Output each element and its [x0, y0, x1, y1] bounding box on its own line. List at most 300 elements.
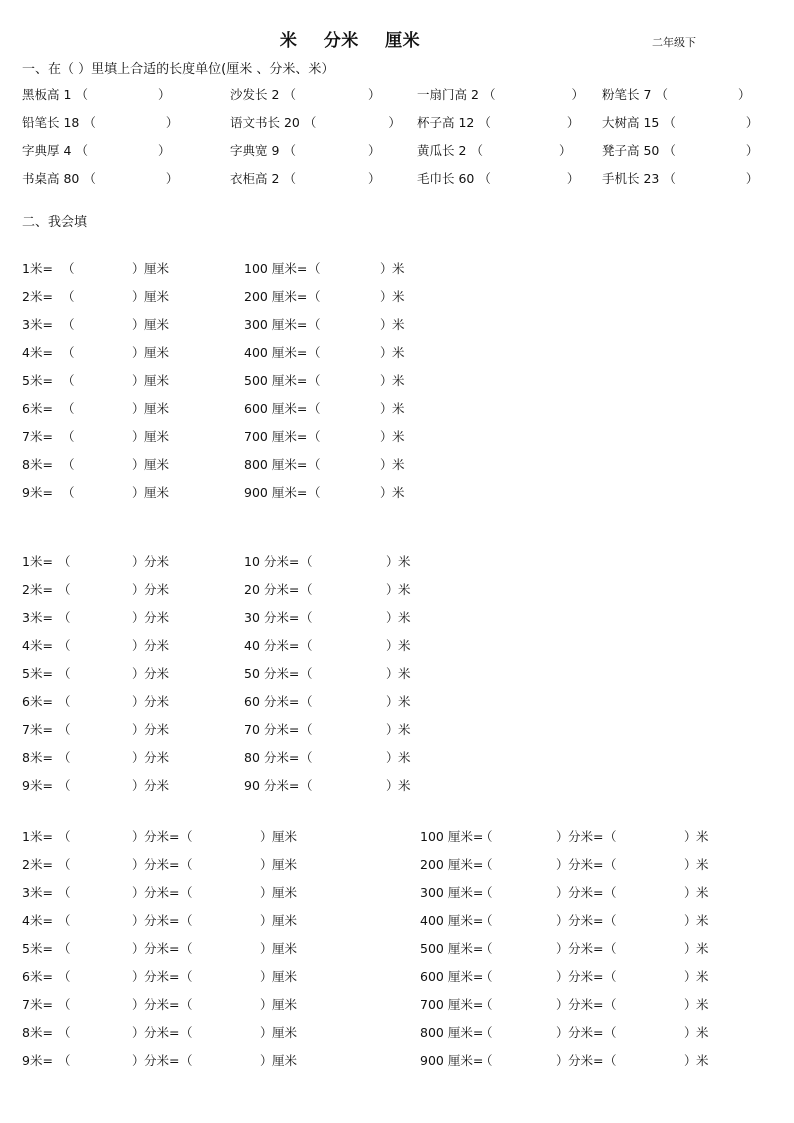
answer-blank-open[interactable]: （	[480, 997, 493, 1012]
answer-blank-open[interactable]: （	[58, 638, 71, 653]
left-prefix: 1米=	[22, 261, 53, 276]
answer-blank-close: ）	[132, 554, 145, 569]
left-prefix: 8米=	[22, 750, 53, 765]
left-unit: 厘米	[272, 1025, 298, 1040]
answer-blank-open[interactable]: （	[58, 885, 71, 900]
right-unit: 米	[398, 694, 411, 709]
left-unit: 厘米	[144, 289, 170, 304]
right-unit: 米	[696, 885, 709, 900]
answer-blank-open[interactable]: （	[300, 694, 313, 709]
right-prefix: 400 厘米=	[420, 913, 484, 928]
answer-blank-close: ）	[556, 913, 569, 928]
answer-blank-close: ）	[380, 485, 393, 500]
answer-blank-open[interactable]: （	[480, 969, 493, 984]
right-mid: 分米=	[568, 885, 604, 900]
answer-blank-close: ）	[132, 610, 145, 625]
right-unit: 米	[392, 317, 405, 332]
answer-blank-close: ）	[737, 87, 751, 102]
answer-blank-open[interactable]: （	[180, 941, 193, 956]
answer-blank-open[interactable]: （	[604, 1053, 617, 1068]
right-prefix: 50 分米=	[244, 666, 300, 681]
answer-blank-close: ）	[260, 1053, 273, 1068]
answer-blank-open[interactable]: （	[300, 750, 313, 765]
answer-blank-open[interactable]: （	[58, 997, 71, 1012]
answer-blank-close: ）	[260, 857, 273, 872]
answer-blank-open[interactable]: （	[308, 457, 321, 472]
answer-blank-open[interactable]: （	[180, 829, 193, 844]
question-text: 毛巾长 60	[417, 171, 475, 186]
left-prefix: 8米=	[22, 1025, 53, 1040]
answer-blank-open[interactable]: （	[62, 373, 75, 388]
left-prefix: 3米=	[22, 885, 53, 900]
answer-blank-close: ）	[684, 997, 697, 1012]
answer-blank-open[interactable]: （	[604, 857, 617, 872]
answer-blank-close: ）	[132, 885, 145, 900]
answer-blank-close: ）	[386, 722, 399, 737]
answer-blank-open[interactable]: （	[308, 261, 321, 276]
answer-blank-open[interactable]: （	[58, 941, 71, 956]
answer-blank-open[interactable]: （	[604, 913, 617, 928]
answer-blank-open[interactable]: （	[604, 941, 617, 956]
left-unit: 厘米	[144, 373, 170, 388]
answer-blank-close: ）	[132, 722, 145, 737]
question-text: 大树高 15	[602, 115, 660, 130]
left-unit: 厘米	[144, 401, 170, 416]
right-mid: 分米=	[568, 941, 604, 956]
answer-blank-open[interactable]: （	[663, 115, 676, 130]
left-unit: 厘米	[144, 261, 170, 276]
answer-blank-close: ）	[132, 289, 145, 304]
answer-blank-open[interactable]: （	[58, 857, 71, 872]
answer-blank-close: ）	[380, 401, 393, 416]
answer-blank-close: ）	[556, 1025, 569, 1040]
answer-blank-open[interactable]: （	[62, 261, 75, 276]
answer-blank-close: ）	[386, 610, 399, 625]
answer-blank-open[interactable]: （	[180, 913, 193, 928]
answer-blank-open[interactable]: （	[283, 171, 296, 186]
right-prefix: 700 厘米=	[244, 429, 308, 444]
answer-blank-open[interactable]: （	[58, 969, 71, 984]
right-unit: 米	[696, 969, 709, 984]
unit-question	[602, 85, 750, 103]
left-prefix: 7米=	[22, 429, 53, 444]
right-unit: 米	[696, 997, 709, 1012]
right-unit: 米	[392, 401, 405, 416]
answer-blank-open[interactable]: （	[58, 829, 71, 844]
right-prefix: 700 厘米=	[420, 997, 484, 1012]
left-unit: 厘米	[272, 997, 298, 1012]
answer-blank-close: ）	[132, 345, 145, 360]
left-mid: 分米=	[144, 857, 180, 872]
unit-question	[22, 169, 178, 187]
answer-blank-open[interactable]: （	[283, 87, 296, 102]
left-unit: 分米	[144, 694, 170, 709]
right-unit: 米	[398, 778, 411, 793]
answer-blank-open[interactable]: （	[180, 1053, 193, 1068]
answer-blank-close: ）	[260, 885, 273, 900]
answer-blank-open[interactable]: （	[180, 969, 193, 984]
right-unit: 米	[398, 638, 411, 653]
question-text: 手机长 23	[602, 171, 660, 186]
left-mid: 分米=	[144, 941, 180, 956]
question-text: 语文书长 20	[230, 115, 300, 130]
answer-blank-close: ）	[132, 373, 145, 388]
left-mid: 分米=	[144, 913, 180, 928]
answer-blank-open[interactable]: （	[58, 750, 71, 765]
question-text: 沙发长 2	[230, 87, 280, 102]
left-prefix: 2米=	[22, 582, 53, 597]
answer-blank-open[interactable]: （	[58, 778, 71, 793]
answer-blank-open[interactable]: （	[58, 666, 71, 681]
left-prefix: 4米=	[22, 638, 53, 653]
answer-blank-close: ）	[132, 457, 145, 472]
answer-blank-open[interactable]: （	[300, 722, 313, 737]
question-text: 一扇门高 2	[417, 87, 479, 102]
right-unit: 米	[392, 261, 405, 276]
answer-blank-open[interactable]: （	[62, 317, 75, 332]
answer-blank-open[interactable]: （	[308, 429, 321, 444]
answer-blank-open[interactable]: （	[58, 913, 71, 928]
answer-blank-open[interactable]: （	[180, 1025, 193, 1040]
answer-blank-open[interactable]: （	[480, 857, 493, 872]
right-prefix: 200 厘米=	[420, 857, 484, 872]
answer-blank-open[interactable]: （	[83, 171, 96, 186]
right-prefix: 600 厘米=	[244, 401, 308, 416]
right-prefix: 500 厘米=	[244, 373, 308, 388]
left-prefix: 5米=	[22, 373, 53, 388]
answer-blank-close: ）	[380, 457, 393, 472]
answer-blank-close: ）	[132, 429, 145, 444]
right-unit: 米	[398, 582, 411, 597]
answer-blank-close: ）	[566, 171, 580, 186]
answer-blank-open[interactable]: （	[75, 87, 88, 102]
right-unit: 米	[398, 554, 411, 569]
answer-blank-open[interactable]: （	[478, 115, 491, 130]
answer-blank-open[interactable]: （	[62, 345, 75, 360]
part2-heading: 二、我会填	[22, 215, 88, 230]
answer-blank-open[interactable]: （	[180, 885, 193, 900]
left-prefix: 5米=	[22, 941, 53, 956]
right-prefix: 40 分米=	[244, 638, 300, 653]
answer-blank-close: ）	[132, 750, 145, 765]
left-unit: 厘米	[272, 913, 298, 928]
answer-blank-open[interactable]: （	[300, 666, 313, 681]
left-mid: 分米=	[144, 829, 180, 844]
right-unit: 米	[696, 913, 709, 928]
right-prefix: 80 分米=	[244, 750, 300, 765]
answer-blank-close: ）	[745, 171, 759, 186]
answer-blank-close: ）	[380, 261, 393, 276]
right-unit: 米	[398, 610, 411, 625]
left-prefix: 3米=	[22, 610, 53, 625]
answer-blank-close: ）	[571, 87, 584, 102]
answer-blank-close: ）	[380, 345, 393, 360]
answer-blank-open[interactable]: （	[308, 485, 321, 500]
right-mid: 分米=	[568, 913, 604, 928]
right-prefix: 300 厘米=	[420, 885, 484, 900]
left-prefix: 6米=	[22, 969, 53, 984]
unit-question	[22, 141, 170, 159]
left-unit: 分米	[144, 750, 170, 765]
unit-question	[230, 113, 401, 131]
answer-blank-close: ）	[684, 941, 697, 956]
right-mid: 分米=	[568, 857, 604, 872]
question-text: 黑板高 1	[22, 87, 72, 102]
question-text: 黄瓜长 2	[417, 143, 467, 158]
answer-blank-close: ）	[380, 429, 393, 444]
answer-blank-open[interactable]: （	[300, 638, 313, 653]
left-unit: 厘米	[144, 345, 170, 360]
answer-blank-close: ）	[684, 913, 697, 928]
answer-blank-close: ）	[380, 289, 393, 304]
unit-question	[417, 169, 579, 187]
answer-blank-close: ）	[132, 582, 145, 597]
question-text: 凳子高 50	[602, 143, 660, 158]
answer-blank-close: ）	[165, 171, 179, 186]
left-unit: 分米	[144, 778, 170, 793]
left-unit: 分米	[144, 610, 170, 625]
answer-blank-close: ）	[157, 143, 171, 158]
answer-blank-close: ）	[556, 857, 569, 872]
answer-blank-open[interactable]: （	[604, 829, 617, 844]
question-text: 铅笔长 18	[22, 115, 80, 130]
question-text: 衣柜高 2	[230, 171, 280, 186]
answer-blank-open[interactable]: （	[58, 582, 71, 597]
answer-blank-close: ）	[132, 969, 145, 984]
answer-blank-close: ）	[132, 638, 145, 653]
answer-blank-close: ）	[132, 485, 145, 500]
left-mid: 分米=	[144, 997, 180, 1012]
answer-blank-close: ）	[260, 997, 273, 1012]
answer-blank-close: ）	[260, 829, 273, 844]
answer-blank-open[interactable]: （	[58, 554, 71, 569]
answer-blank-open[interactable]: （	[480, 1025, 493, 1040]
answer-blank-open[interactable]: （	[180, 997, 193, 1012]
answer-blank-close: ）	[386, 694, 399, 709]
right-unit: 米	[392, 345, 405, 360]
left-unit: 厘米	[272, 941, 298, 956]
answer-blank-close: ）	[132, 666, 145, 681]
left-prefix: 7米=	[22, 722, 53, 737]
answer-blank-close: ）	[388, 115, 401, 130]
left-unit: 厘米	[272, 969, 298, 984]
right-prefix: 100 厘米=	[244, 261, 308, 276]
answer-blank-close: ）	[260, 969, 273, 984]
left-mid: 分米=	[144, 1053, 180, 1068]
answer-blank-open[interactable]: （	[300, 582, 313, 597]
right-unit: 米	[696, 941, 709, 956]
answer-blank-close: ）	[380, 317, 393, 332]
right-unit: 米	[392, 289, 405, 304]
answer-blank-close: ）	[132, 913, 145, 928]
right-unit: 米	[696, 1053, 709, 1068]
left-unit: 分米	[144, 554, 170, 569]
unit-question	[417, 113, 579, 131]
right-unit: 米	[696, 1025, 709, 1040]
question-text: 杯子高 12	[417, 115, 475, 130]
answer-blank-close: ）	[386, 638, 399, 653]
left-unit: 分米	[144, 582, 170, 597]
unit-question	[22, 85, 170, 103]
left-unit: 厘米	[272, 885, 298, 900]
left-unit: 分米	[144, 722, 170, 737]
answer-blank-open[interactable]: （	[470, 143, 483, 158]
left-unit: 厘米	[272, 1053, 298, 1068]
question-text: 书桌高 80	[22, 171, 80, 186]
right-unit: 米	[398, 666, 411, 681]
answer-blank-open[interactable]: （	[58, 610, 71, 625]
right-prefix: 10 分米=	[244, 554, 300, 569]
answer-blank-close: ）	[367, 171, 381, 186]
answer-blank-open[interactable]: （	[300, 554, 313, 569]
answer-blank-open[interactable]: （	[480, 1053, 493, 1068]
answer-blank-open[interactable]: （	[62, 429, 75, 444]
unit-question	[602, 169, 758, 187]
right-prefix: 100 厘米=	[420, 829, 484, 844]
answer-blank-open[interactable]: （	[308, 289, 321, 304]
question-text: 字典厚 4	[22, 143, 72, 158]
answer-blank-open[interactable]: （	[62, 485, 75, 500]
answer-blank-open[interactable]: （	[308, 373, 321, 388]
answer-blank-open[interactable]: （	[62, 457, 75, 472]
unit-question	[602, 141, 758, 159]
answer-blank-open[interactable]: （	[62, 289, 75, 304]
left-unit: 厘米	[272, 829, 298, 844]
answer-blank-close: ）	[566, 115, 580, 130]
answer-blank-close: ）	[165, 115, 179, 130]
answer-blank-open[interactable]: （	[75, 143, 88, 158]
right-prefix: 900 厘米=	[244, 485, 308, 500]
answer-blank-close: ）	[260, 913, 273, 928]
left-prefix: 9米=	[22, 1053, 53, 1068]
answer-blank-open[interactable]: （	[480, 913, 493, 928]
answer-blank-open[interactable]: （	[604, 969, 617, 984]
answer-blank-close: ）	[386, 582, 399, 597]
left-mid: 分米=	[144, 969, 180, 984]
right-mid: 分米=	[568, 1053, 604, 1068]
left-prefix: 9米=	[22, 485, 53, 500]
answer-blank-open[interactable]: （	[480, 829, 493, 844]
unit-question	[22, 113, 178, 131]
answer-blank-close: ）	[745, 143, 759, 158]
left-mid: 分米=	[144, 1025, 180, 1040]
right-unit: 米	[398, 722, 411, 737]
answer-blank-close: ）	[132, 317, 145, 332]
left-unit: 分米	[144, 666, 170, 681]
right-unit: 米	[392, 373, 405, 388]
right-prefix: 500 厘米=	[420, 941, 484, 956]
answer-blank-open[interactable]: （	[300, 610, 313, 625]
right-mid: 分米=	[568, 969, 604, 984]
answer-blank-open[interactable]: （	[663, 143, 676, 158]
answer-blank-close: ）	[132, 997, 145, 1012]
answer-blank-open[interactable]: （	[604, 885, 617, 900]
answer-blank-open[interactable]: （	[480, 941, 493, 956]
answer-blank-open[interactable]: （	[83, 115, 96, 130]
answer-blank-open[interactable]: （	[308, 317, 321, 332]
left-prefix: 4米=	[22, 345, 53, 360]
left-prefix: 3米=	[22, 317, 53, 332]
answer-blank-open[interactable]: （	[58, 1025, 71, 1040]
answer-blank-open[interactable]: （	[308, 401, 321, 416]
answer-blank-close: ）	[132, 261, 145, 276]
answer-blank-open[interactable]: （	[283, 143, 296, 158]
answer-blank-close: ）	[684, 885, 697, 900]
answer-blank-close: ）	[684, 1053, 697, 1068]
answer-blank-close: ）	[380, 373, 393, 388]
answer-blank-close: ）	[132, 1025, 145, 1040]
answer-blank-close: ）	[556, 969, 569, 984]
left-prefix: 5米=	[22, 666, 53, 681]
right-mid: 分米=	[568, 1025, 604, 1040]
answer-blank-open[interactable]: （	[655, 87, 668, 102]
left-unit: 厘米	[144, 317, 170, 332]
right-prefix: 800 厘米=	[420, 1025, 484, 1040]
answer-blank-close: ）	[684, 857, 697, 872]
answer-blank-open[interactable]: （	[482, 87, 496, 102]
right-unit: 米	[398, 750, 411, 765]
answer-blank-close: ）	[556, 1053, 569, 1068]
part1-heading: 一、在（ ）里填上合适的长度单位(厘米 、分米、米）	[22, 62, 335, 77]
unit-question	[230, 141, 380, 159]
answer-blank-open[interactable]: （	[308, 345, 321, 360]
answer-blank-open[interactable]: （	[303, 115, 317, 130]
answer-blank-close: ）	[367, 87, 381, 102]
left-prefix: 1米=	[22, 829, 53, 844]
answer-blank-open[interactable]: （	[58, 694, 71, 709]
right-prefix: 900 厘米=	[420, 1053, 484, 1068]
answer-blank-open[interactable]: （	[62, 401, 75, 416]
answer-blank-close: ）	[684, 1025, 697, 1040]
answer-blank-close: ）	[556, 997, 569, 1012]
left-unit: 厘米	[144, 457, 170, 472]
left-unit: 厘米	[144, 429, 170, 444]
question-text: 粉笔长 7	[602, 87, 652, 102]
unit-question	[230, 169, 380, 187]
right-unit: 米	[392, 429, 405, 444]
answer-blank-open[interactable]: （	[604, 997, 617, 1012]
answer-blank-close: ）	[556, 885, 569, 900]
unit-question	[417, 85, 584, 103]
answer-blank-close: ）	[132, 857, 145, 872]
right-mid: 分米=	[568, 829, 604, 844]
right-prefix: 60 分米=	[244, 694, 300, 709]
answer-blank-open[interactable]: （	[604, 1025, 617, 1040]
right-unit: 米	[392, 457, 405, 472]
right-prefix: 800 厘米=	[244, 457, 308, 472]
answer-blank-open[interactable]: （	[180, 857, 193, 872]
left-prefix: 4米=	[22, 913, 53, 928]
answer-blank-close: ）	[386, 666, 399, 681]
answer-blank-open[interactable]: （	[478, 171, 491, 186]
left-prefix: 6米=	[22, 694, 53, 709]
answer-blank-open[interactable]: （	[58, 722, 71, 737]
answer-blank-close: ）	[556, 941, 569, 956]
answer-blank-open[interactable]: （	[58, 1053, 71, 1068]
answer-blank-open[interactable]: （	[480, 885, 493, 900]
left-unit: 厘米	[144, 485, 170, 500]
unit-question	[602, 113, 758, 131]
answer-blank-close: ）	[132, 401, 145, 416]
left-prefix: 6米=	[22, 401, 53, 416]
answer-blank-close: ）	[684, 829, 697, 844]
answer-blank-close: ）	[260, 941, 273, 956]
answer-blank-open[interactable]: （	[300, 778, 313, 793]
answer-blank-close: ）	[260, 1025, 273, 1040]
answer-blank-open[interactable]: （	[663, 171, 676, 186]
left-prefix: 7米=	[22, 997, 53, 1012]
unit-question	[417, 141, 571, 159]
